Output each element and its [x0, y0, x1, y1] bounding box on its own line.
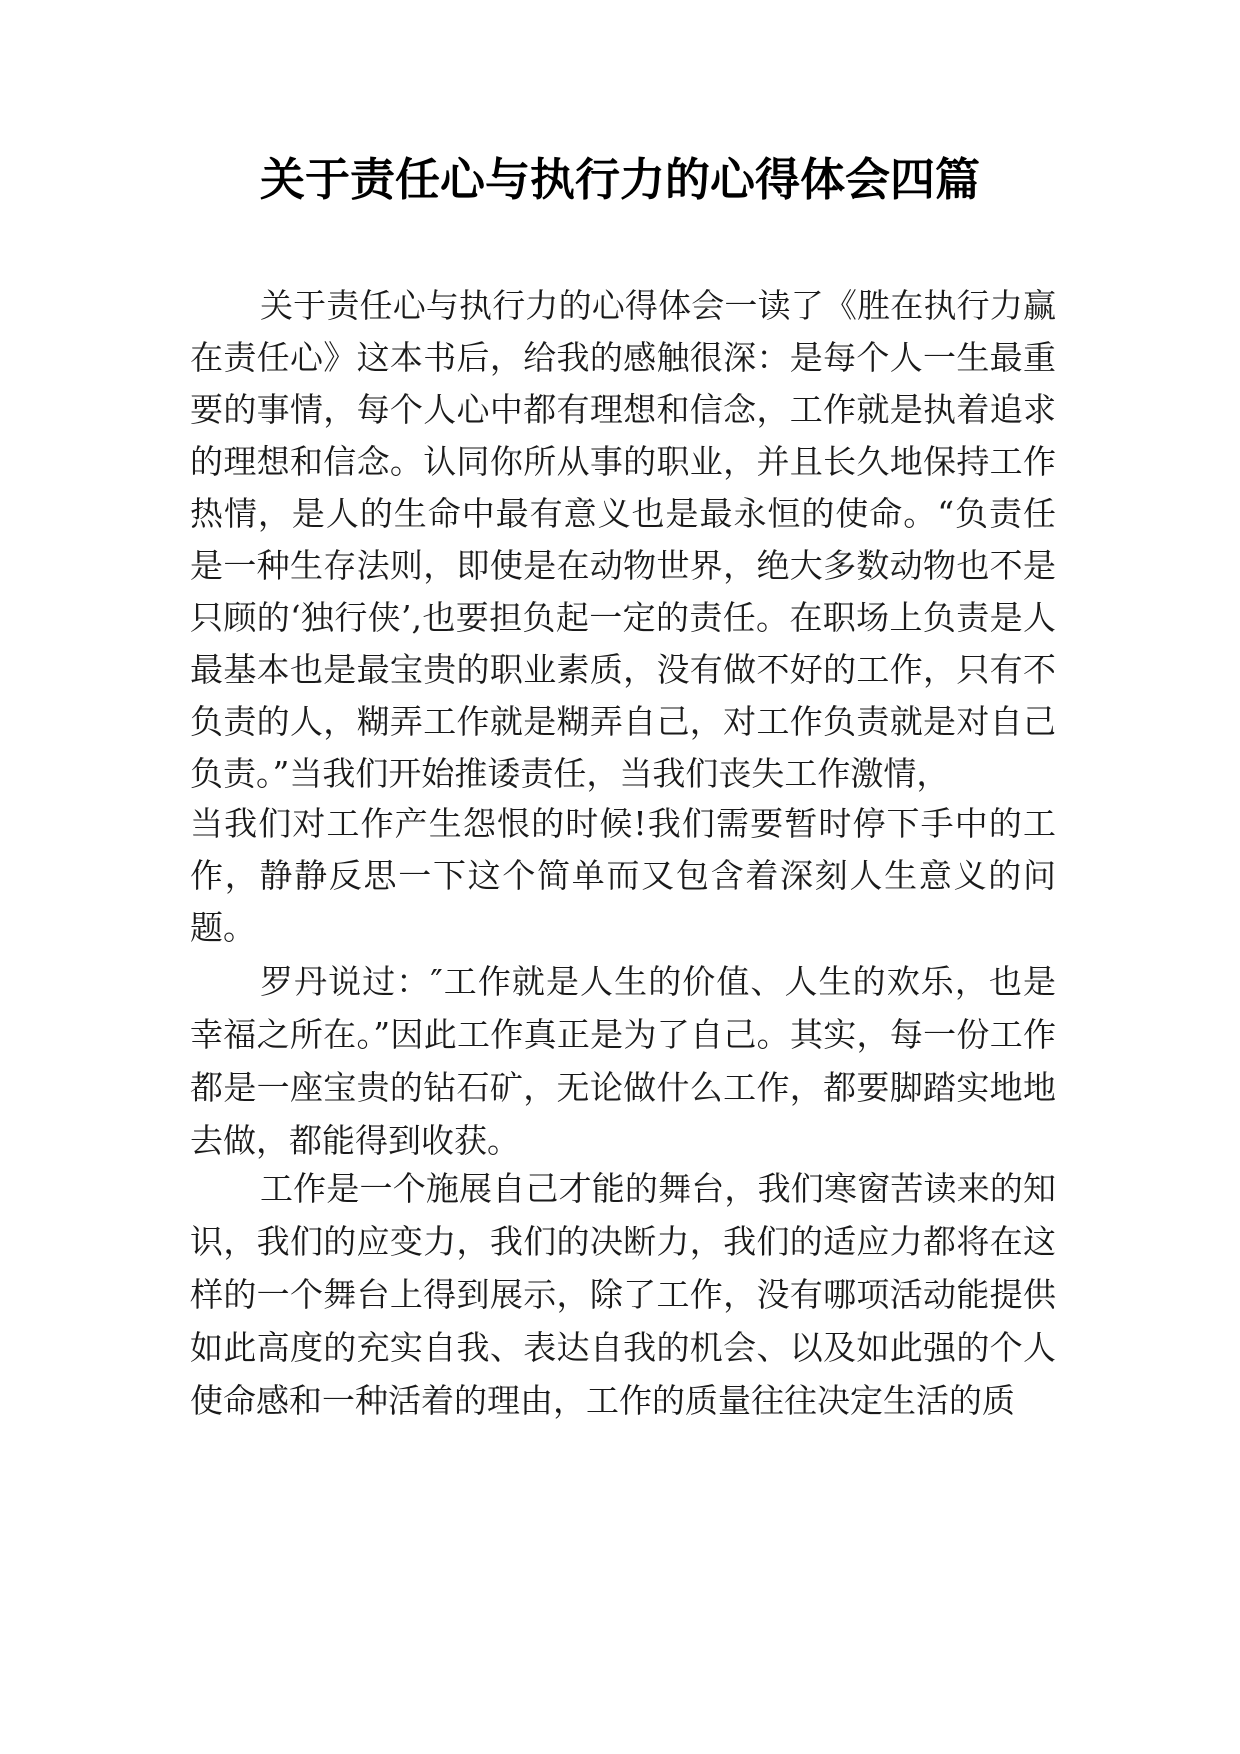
document-title: 关于责任心与执行力的心得体会四篇: [259, 153, 980, 206]
paragraph-1-continued: 当我们对工作产生怨恨的时候!我们需要暂时停下手中的工作，静静反思一下这个简单而又包含着深刻人生意义的问题。: [190, 804, 1056, 947]
paragraph-3: 工作是一个施展自己才能的舞台，我们寒窗苦读来的知识，我们的应变力，我们的决断力，我们的适应力都将在这样的一个舞台上得到展示，除了工作，没有哪项活动能提供如此高度的充实自我、表达自我的机会、以及如此强的个人使命感和一种活着的理由，工作的质量往往决定生活的质: [190, 1169, 1056, 1420]
paragraph-1: 关于责任心与执行力的心得体会一读了《胜在执行力赢在责任心》这本书后，给我的感触很深：是每个人一生最重要的事情，每个人心中都有理想和信念，工作就是执着追求的理想和信念。认同你所从事的职业，并且长久地保持工作热情，是人的生命中最有意义也是最永恒的使命。“负责任是一种生存法则，即使是在动物世界，绝大多数动物也不是只顾的‘独行侠’,也要担负起一定的责任。在职场上负责是人最基本也是最宝贵的职业素质，没有做不好的工作，只有不负责的人，糊弄工作就是糊弄自己，对工作负责就是对自己负责。”当我们开始推诿责任，当我们丧失工作激情，: [190, 286, 1056, 793]
paragraph-2: 罗丹说过：″工作就是人生的价值、人生的欢乐，也是幸福之所在。”因此工作真正是为了自己。其实，每一份工作都是一座宝贵的钻石矿，无论做什么工作，都要脚踏实地地去做，都能得到收获。: [190, 962, 1056, 1160]
